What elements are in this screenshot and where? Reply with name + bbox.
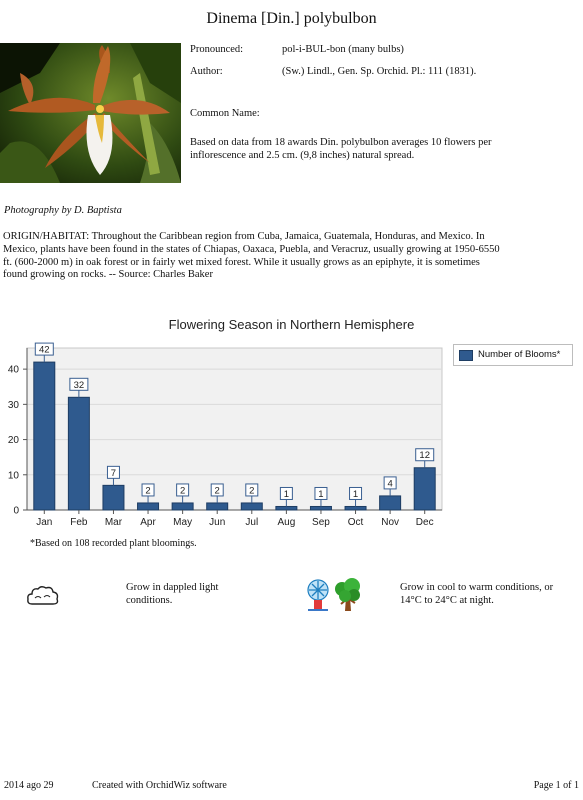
chart-legend	[453, 344, 573, 366]
data-label: 4	[387, 478, 393, 490]
data-label: 2	[249, 485, 255, 497]
origin-habitat	[3, 231, 573, 282]
bar	[207, 503, 228, 510]
data-label: 12	[419, 450, 430, 462]
flowering-chart	[0, 336, 583, 536]
data-label: 42	[39, 344, 50, 356]
data-label: 2	[179, 485, 186, 497]
data-label: 1	[352, 488, 359, 500]
awards-line-2: inflorescence and 2.5 cm. (9,8 inches) natural spread.	[190, 150, 415, 161]
x-tick-label: Dec	[415, 517, 434, 528]
photo-credit: Photography by D. Baptista	[4, 205, 122, 216]
bar	[310, 506, 331, 510]
x-tick-label: Nov	[381, 517, 400, 528]
origin-line: ft. (600-2000 m) in oak forest or in fairly wet mixed forest. While it usually grows as an epiphyte, it is sometimes	[3, 256, 480, 268]
origin-line: ORIGIN/HABITAT: Throughout the Caribbean region from Cuba, Jamaica, Guatemala, Honduras, and Mexico. In	[3, 231, 485, 242]
bar	[380, 496, 401, 510]
data-label: 2	[145, 485, 151, 497]
y-tick-label: 30	[7, 399, 19, 411]
pronounced-label: Pronounced:	[190, 44, 244, 55]
x-tick-label: Aug	[277, 517, 296, 528]
bar	[103, 485, 124, 510]
light-line-2: conditions.	[126, 595, 173, 606]
data-label: 7	[110, 467, 117, 479]
cloud-icon	[26, 584, 60, 613]
bar	[68, 397, 89, 510]
x-tick-label: May	[173, 517, 193, 528]
author-value: (Sw.) Lindl., Gen. Sp. Orchid. Pl.: 111 (1831).	[282, 66, 477, 77]
x-tick-label: Oct	[347, 517, 364, 528]
tree-icon	[332, 577, 364, 618]
bar	[172, 503, 193, 510]
origin-line: found growing on rocks. -- Source: Charles Baker	[3, 269, 213, 281]
bar	[414, 468, 435, 510]
footer-page: Page 1 of 1	[533, 780, 579, 791]
temp-line-2: 14°C to 24°C at night.	[400, 595, 494, 606]
y-tick-label: 40	[7, 364, 19, 376]
data-label: 1	[283, 488, 290, 500]
x-tick-label: Jun	[209, 517, 226, 528]
data-label: 32	[73, 379, 85, 391]
chart-footnote: *Based on 108 recorded plant bloomings.	[30, 538, 197, 549]
temp-line-1: Grow in cool to warm conditions, or	[400, 582, 554, 593]
common-name-label: Common Name:	[190, 108, 260, 119]
bar	[345, 506, 366, 510]
footer-date: 2014 ago 29	[4, 780, 54, 791]
orchid-photo	[0, 43, 181, 183]
pronounced-value: pol-i-BUL-bon (many bulbs)	[282, 44, 404, 55]
footer-created: Created with OrchidWiz software	[92, 780, 227, 791]
legend-label: Number of Blooms*	[478, 349, 561, 360]
legend-swatch	[459, 350, 473, 361]
x-tick-label: Mar	[104, 517, 123, 528]
x-tick-label: Jan	[36, 517, 53, 528]
y-tick-label: 0	[13, 505, 19, 517]
bar	[34, 362, 55, 510]
awards-line-1: Based on data from 18 awards Din. polybulbon averages 10 flowers per	[190, 137, 492, 148]
y-tick-label: 10	[7, 470, 19, 482]
data-label: 2	[214, 485, 220, 497]
origin-line: Mexico, plants have been found in the states of Chiapas, Oaxaca, Puebla, and Veracruz, usually growing at 1950-6550	[3, 243, 500, 255]
x-tick-label: Jul	[245, 517, 259, 528]
thermometer-icon	[304, 576, 334, 617]
x-tick-label: Sep	[312, 517, 330, 528]
y-tick-label: 20	[7, 435, 19, 447]
bar	[276, 506, 297, 510]
bar	[138, 503, 159, 510]
x-tick-label: Apr	[140, 517, 156, 528]
author-label: Author:	[190, 66, 223, 77]
x-tick-label: Feb	[70, 517, 88, 528]
page-title: Dinema [Din.] polybulbon	[206, 10, 377, 27]
chart-title: Flowering Season in Northern Hemisphere	[168, 317, 415, 332]
bar	[241, 503, 262, 510]
data-label: 1	[318, 488, 324, 500]
light-line-1: Grow in dappled light	[126, 582, 219, 593]
